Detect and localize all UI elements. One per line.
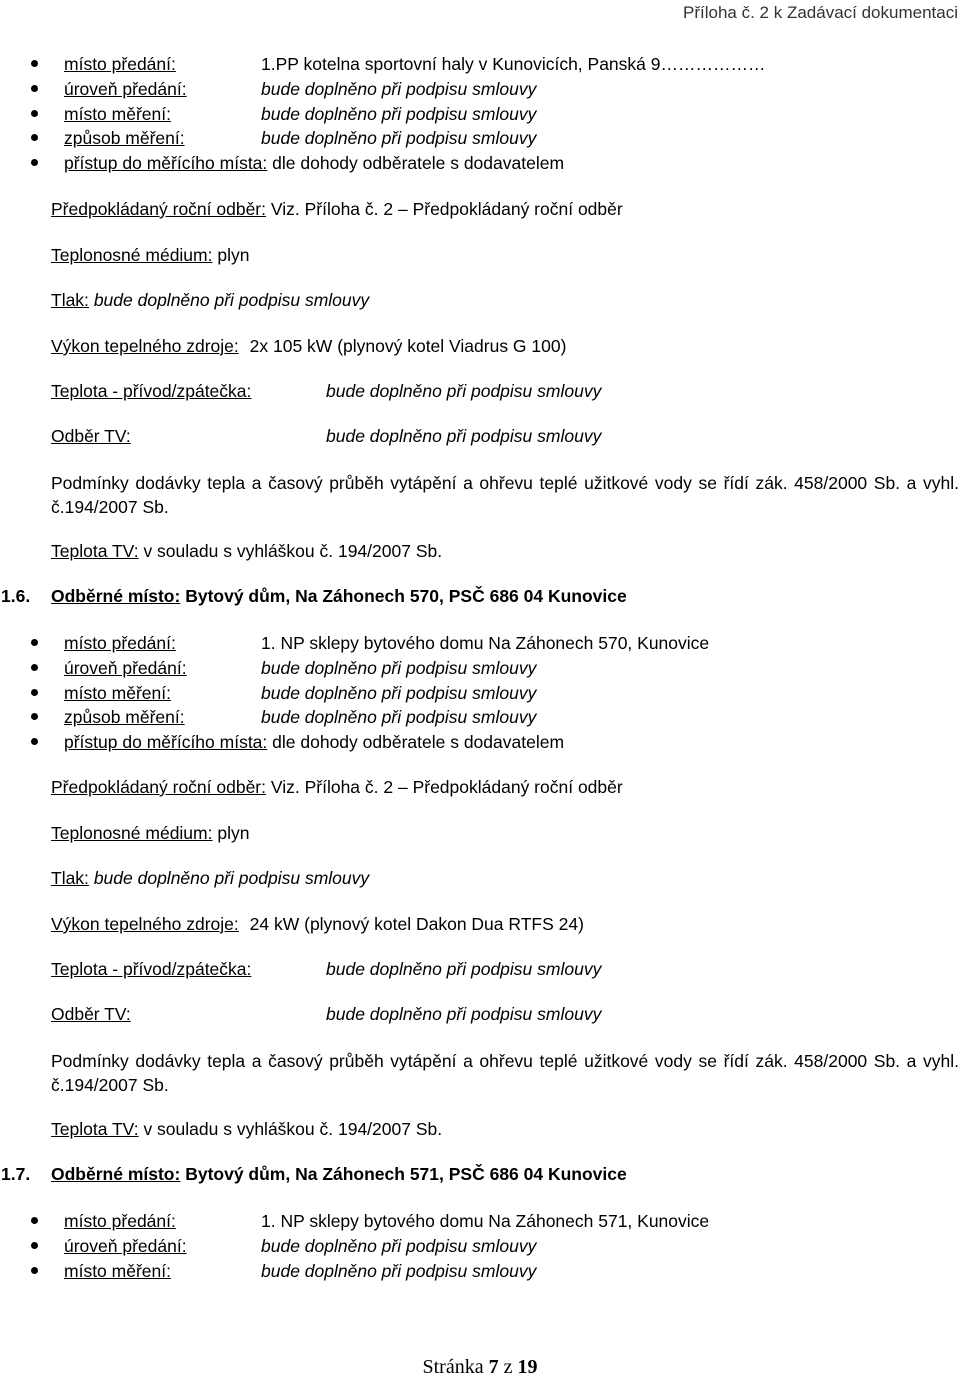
item-label: místo měření: bbox=[64, 683, 171, 703]
section-number: 1.6. bbox=[1, 586, 31, 606]
item-label: místo předání: bbox=[64, 54, 176, 74]
medium-row bbox=[51, 822, 249, 844]
hot-water-temperature-value: v souladu s vyhláškou č. 194/2007 Sb. bbox=[143, 1119, 443, 1139]
consumption-label: Předpokládaný roční odběr: bbox=[51, 199, 266, 219]
section-heading-label: Odběrné místo: bbox=[51, 1164, 181, 1184]
access-row bbox=[64, 152, 564, 174]
output-label: Výkon tepelného zdroje: bbox=[51, 914, 239, 934]
hot-water-value: bude doplněno při podpisu smlouvy bbox=[326, 426, 602, 446]
hot-water-value: bude doplněno při podpisu smlouvy bbox=[326, 1004, 602, 1024]
hot-water-label: Odběr TV: bbox=[51, 1004, 131, 1024]
temperature-value: bude doplněno při podpisu smlouvy bbox=[326, 959, 602, 979]
output-value: 2x 105 kW (plynový kotel Viadrus G 100) bbox=[249, 336, 567, 356]
bullet-icon bbox=[31, 713, 38, 720]
item-value: bude doplněno při podpisu smlouvy bbox=[261, 128, 537, 148]
hot-water-temperature-label: Teplota TV: bbox=[51, 541, 139, 561]
supply-conditions: Podmínky dodávky tepla a časový průběh vytápění a ohřevu teplé užitkové vody se řídí zák. 458/2000 Sb. a vyhl. č.194/2007 Sb. bbox=[51, 473, 959, 517]
item-value: bude doplněno při podpisu smlouvy bbox=[261, 79, 537, 99]
item-value: bude doplněno při podpisu smlouvy bbox=[261, 658, 537, 678]
section-heading-value: Bytový dům, Na Záhonech 570, PSČ 686 04 Kunovice bbox=[185, 586, 627, 606]
bullet-icon bbox=[31, 1267, 38, 1274]
footer-page-total: 19 bbox=[517, 1356, 538, 1378]
temperature-label: Teplota - přívod/zpátečka: bbox=[51, 959, 252, 979]
consumption-value: Viz. Příloha č. 2 – Předpokládaný roční odběr bbox=[270, 199, 623, 219]
consumption-value: Viz. Příloha č. 2 – Předpokládaný roční odběr bbox=[270, 777, 623, 797]
footer-page-number: 7 bbox=[488, 1356, 499, 1378]
footer-separator: z bbox=[503, 1356, 513, 1378]
medium-row bbox=[51, 244, 249, 266]
item-label: úroveň předání: bbox=[64, 79, 187, 99]
pressure-row bbox=[51, 867, 369, 889]
item-label: místo předání: bbox=[64, 633, 176, 653]
section-heading-label: Odběrné místo: bbox=[51, 586, 181, 606]
bullet-icon bbox=[31, 1217, 38, 1224]
medium-label: Teplonosné médium: bbox=[51, 245, 213, 265]
bullet-icon bbox=[31, 689, 38, 696]
item-label: přístup do měřícího místa: bbox=[64, 153, 268, 173]
item-label: úroveň předání: bbox=[64, 658, 187, 678]
item-value: bude doplněno při podpisu smlouvy bbox=[261, 683, 537, 703]
hot-water-label: Odběr TV: bbox=[51, 426, 131, 446]
item-label: způsob měření: bbox=[64, 707, 185, 727]
pressure-label: Tlak: bbox=[51, 868, 89, 888]
output-value: 24 kW (plynový kotel Dakon Dua RTFS 24) bbox=[249, 914, 584, 934]
section-number: 1.7. bbox=[1, 1164, 31, 1184]
medium-value: plyn bbox=[217, 245, 250, 265]
item-value: bude doplněno při podpisu smlouvy bbox=[261, 707, 537, 727]
item-value: dle dohody odběratele s dodavatelem bbox=[272, 732, 565, 752]
consumption-row bbox=[51, 198, 623, 220]
output-label: Výkon tepelného zdroje: bbox=[51, 336, 239, 356]
pressure-value: bude doplněno při podpisu smlouvy bbox=[93, 868, 370, 888]
page-footer bbox=[0, 1356, 960, 1378]
item-value: bude doplněno při podpisu smlouvy bbox=[261, 1236, 537, 1256]
consumption-label: Předpokládaný roční odběr: bbox=[51, 777, 266, 797]
section-heading bbox=[51, 1163, 627, 1185]
item-label: místo měření: bbox=[64, 104, 171, 124]
pressure-label: Tlak: bbox=[51, 290, 89, 310]
item-value: bude doplněno při podpisu smlouvy bbox=[261, 1261, 537, 1281]
hot-water-temperature-value: v souladu s vyhláškou č. 194/2007 Sb. bbox=[143, 541, 443, 561]
item-label: úroveň předání: bbox=[64, 1236, 187, 1256]
bullet-icon bbox=[31, 85, 38, 92]
item-value: dle dohody odběratele s dodavatelem bbox=[272, 153, 565, 173]
bullet-icon bbox=[31, 738, 38, 745]
bullet-icon bbox=[31, 639, 38, 646]
bullet-icon bbox=[31, 664, 38, 671]
temperature-value: bude doplněno při podpisu smlouvy bbox=[326, 381, 602, 401]
footer-prefix: Stránka bbox=[422, 1356, 484, 1378]
supply-conditions: Podmínky dodávky tepla a časový průběh vytápění a ohřevu teplé užitkové vody se řídí zák. 458/2000 Sb. a vyhl. č.194/2007 Sb. bbox=[51, 1051, 959, 1095]
output-row bbox=[51, 913, 584, 935]
item-value: 1. NP sklepy bytového domu Na Záhonech 570, Kunovice bbox=[261, 633, 710, 653]
item-value: 1. NP sklepy bytového domu Na Záhonech 571, Kunovice bbox=[261, 1211, 710, 1231]
hot-water-temperature-label: Teplota TV: bbox=[51, 1119, 139, 1139]
pressure-row bbox=[51, 289, 369, 311]
item-label: přístup do měřícího místa: bbox=[64, 732, 268, 752]
bullet-icon bbox=[31, 110, 38, 117]
medium-value: plyn bbox=[217, 823, 250, 843]
bullet-icon bbox=[31, 1242, 38, 1249]
hot-water-temperature-row bbox=[51, 1118, 442, 1140]
section-heading-value: Bytový dům, Na Záhonech 571, PSČ 686 04 Kunovice bbox=[185, 1164, 627, 1184]
bullet-icon bbox=[31, 60, 38, 67]
item-label: místo předání: bbox=[64, 1211, 176, 1231]
hot-water-temperature-row bbox=[51, 540, 442, 562]
document-header: Příloha č. 2 k Zadávací dokumentaci bbox=[683, 3, 958, 22]
item-label: způsob měření: bbox=[64, 128, 185, 148]
consumption-row bbox=[51, 776, 623, 798]
pressure-value: bude doplněno při podpisu smlouvy bbox=[93, 290, 370, 310]
item-label: místo měření: bbox=[64, 1261, 171, 1281]
section-heading bbox=[51, 585, 627, 607]
medium-label: Teplonosné médium: bbox=[51, 823, 213, 843]
temperature-label: Teplota - přívod/zpátečka: bbox=[51, 381, 252, 401]
bullet-icon bbox=[31, 134, 38, 141]
output-row bbox=[51, 335, 566, 357]
bullet-icon bbox=[31, 159, 38, 166]
item-value: 1.PP kotelna sportovní haly v Kunovicích, Panská 9……………… bbox=[261, 54, 766, 74]
item-value: bude doplněno při podpisu smlouvy bbox=[261, 104, 537, 124]
access-row bbox=[64, 731, 564, 753]
